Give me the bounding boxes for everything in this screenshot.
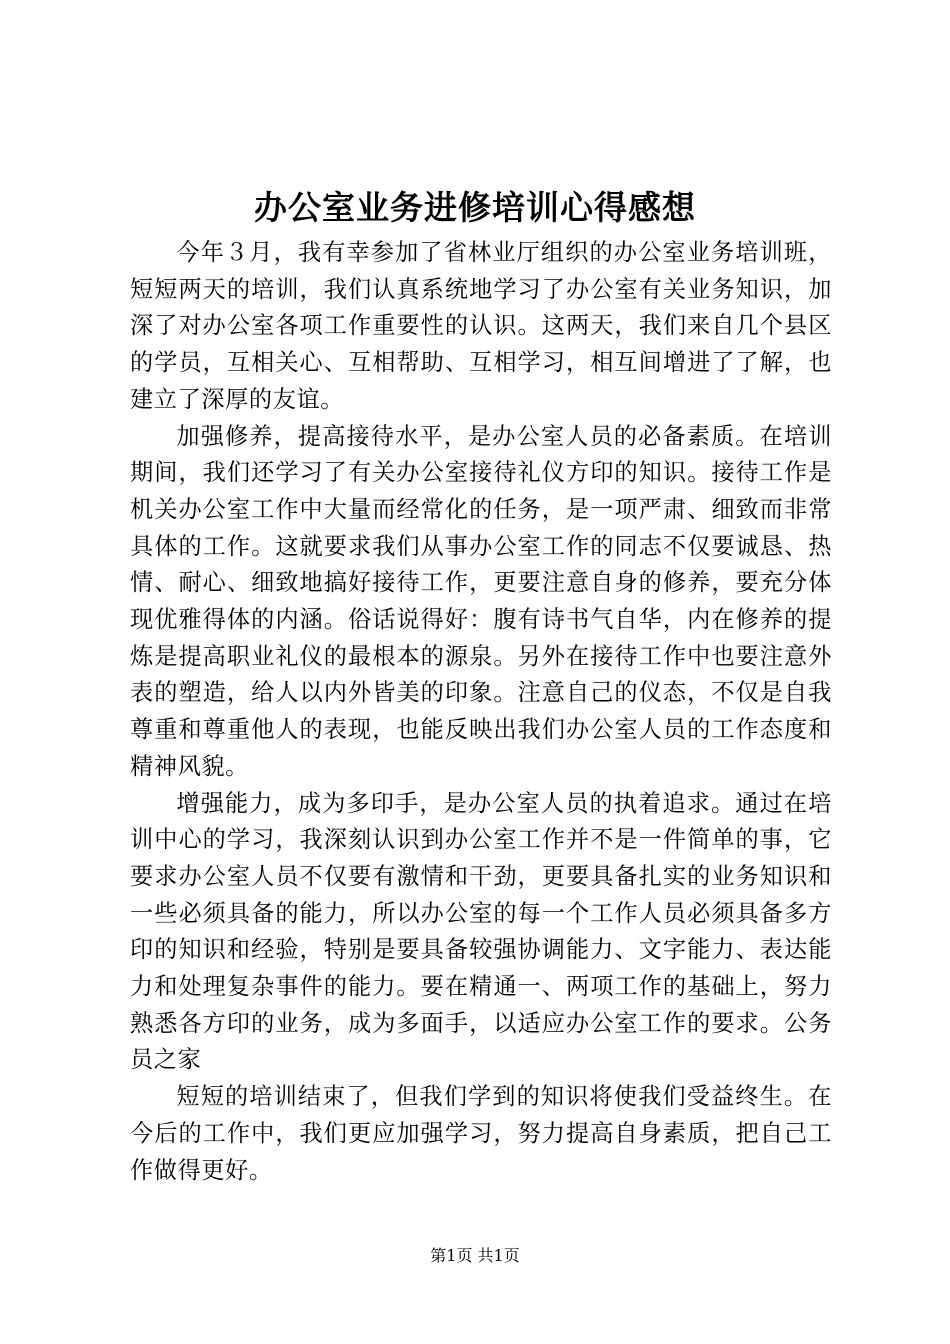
document-title: 办公室业务进修培训心得感想 bbox=[254, 188, 696, 227]
paragraph-4: 短短的培训结束了，但我们学到的知识将使我们受益终生。在今后的工作中，我们更应加强学习，努力提高自身素质，把自己工作做得更好。 bbox=[130, 1083, 832, 1184]
page-number-label: 第1页 共1页 bbox=[430, 1246, 520, 1265]
paragraph-1: 今年３月，我有幸参加了省林业厅组织的办公室业务培训班，短短两天的培训，我们认真系统地学习了办公室有关业务知识，加深了对办公室各项工作重要性的认识。这两天，我们来自几个县区的学员，互相关心、互相帮助、互相学习，相互间增进了了解，也建立了深厚的友谊。 bbox=[130, 239, 832, 413]
paragraph-3: 增强能力，成为多印手，是办公室人员的执着追求。通过在培训中心的学习，我深刻认识到办公室工作并不是一件简单的事，它要求办公室人员不仅要有激情和干劲，更要具备扎实的业务知识和一些必须具备的能力，所以办公室的每一个工作人员必须具备多方印的知识和经验，特别是要具备较强协调能力、文字能力、表达能力和处理复杂事件的能力。要在精通一、两项工作的基础上，努力熟悉各方印的业务，成为多面手，以适应办公室工作的要求。公务员之家 bbox=[130, 789, 832, 1074]
page-footer bbox=[0, 1244, 950, 1268]
document-body bbox=[130, 235, 832, 1189]
paragraph-2: 加强修养，提高接待水平，是办公室人员的必备素质。在培训期间，我们还学习了有关办公室接待礼仪方印的知识。接待工作是机关办公室工作中大量而经常化的任务，是一项严肃、细致而非常具体的工作。这就要求我们从事办公室工作的同志不仅要诚恳、热情、耐心、细致地搞好接待工作，更要注意自身的修养，要充分体现优雅得体的内涵。俗话说得好：腹有诗书气自华，内在修养的提炼是提高职业礼仪的最根本的源泉。另外在接待工作中也要注意外表的塑造，给人以内外皆美的印象。注意自己的仪态，不仅是自我尊重和尊重他人的表现，也能反映出我们办公室人员的工作态度和精神风貌。 bbox=[130, 422, 832, 780]
